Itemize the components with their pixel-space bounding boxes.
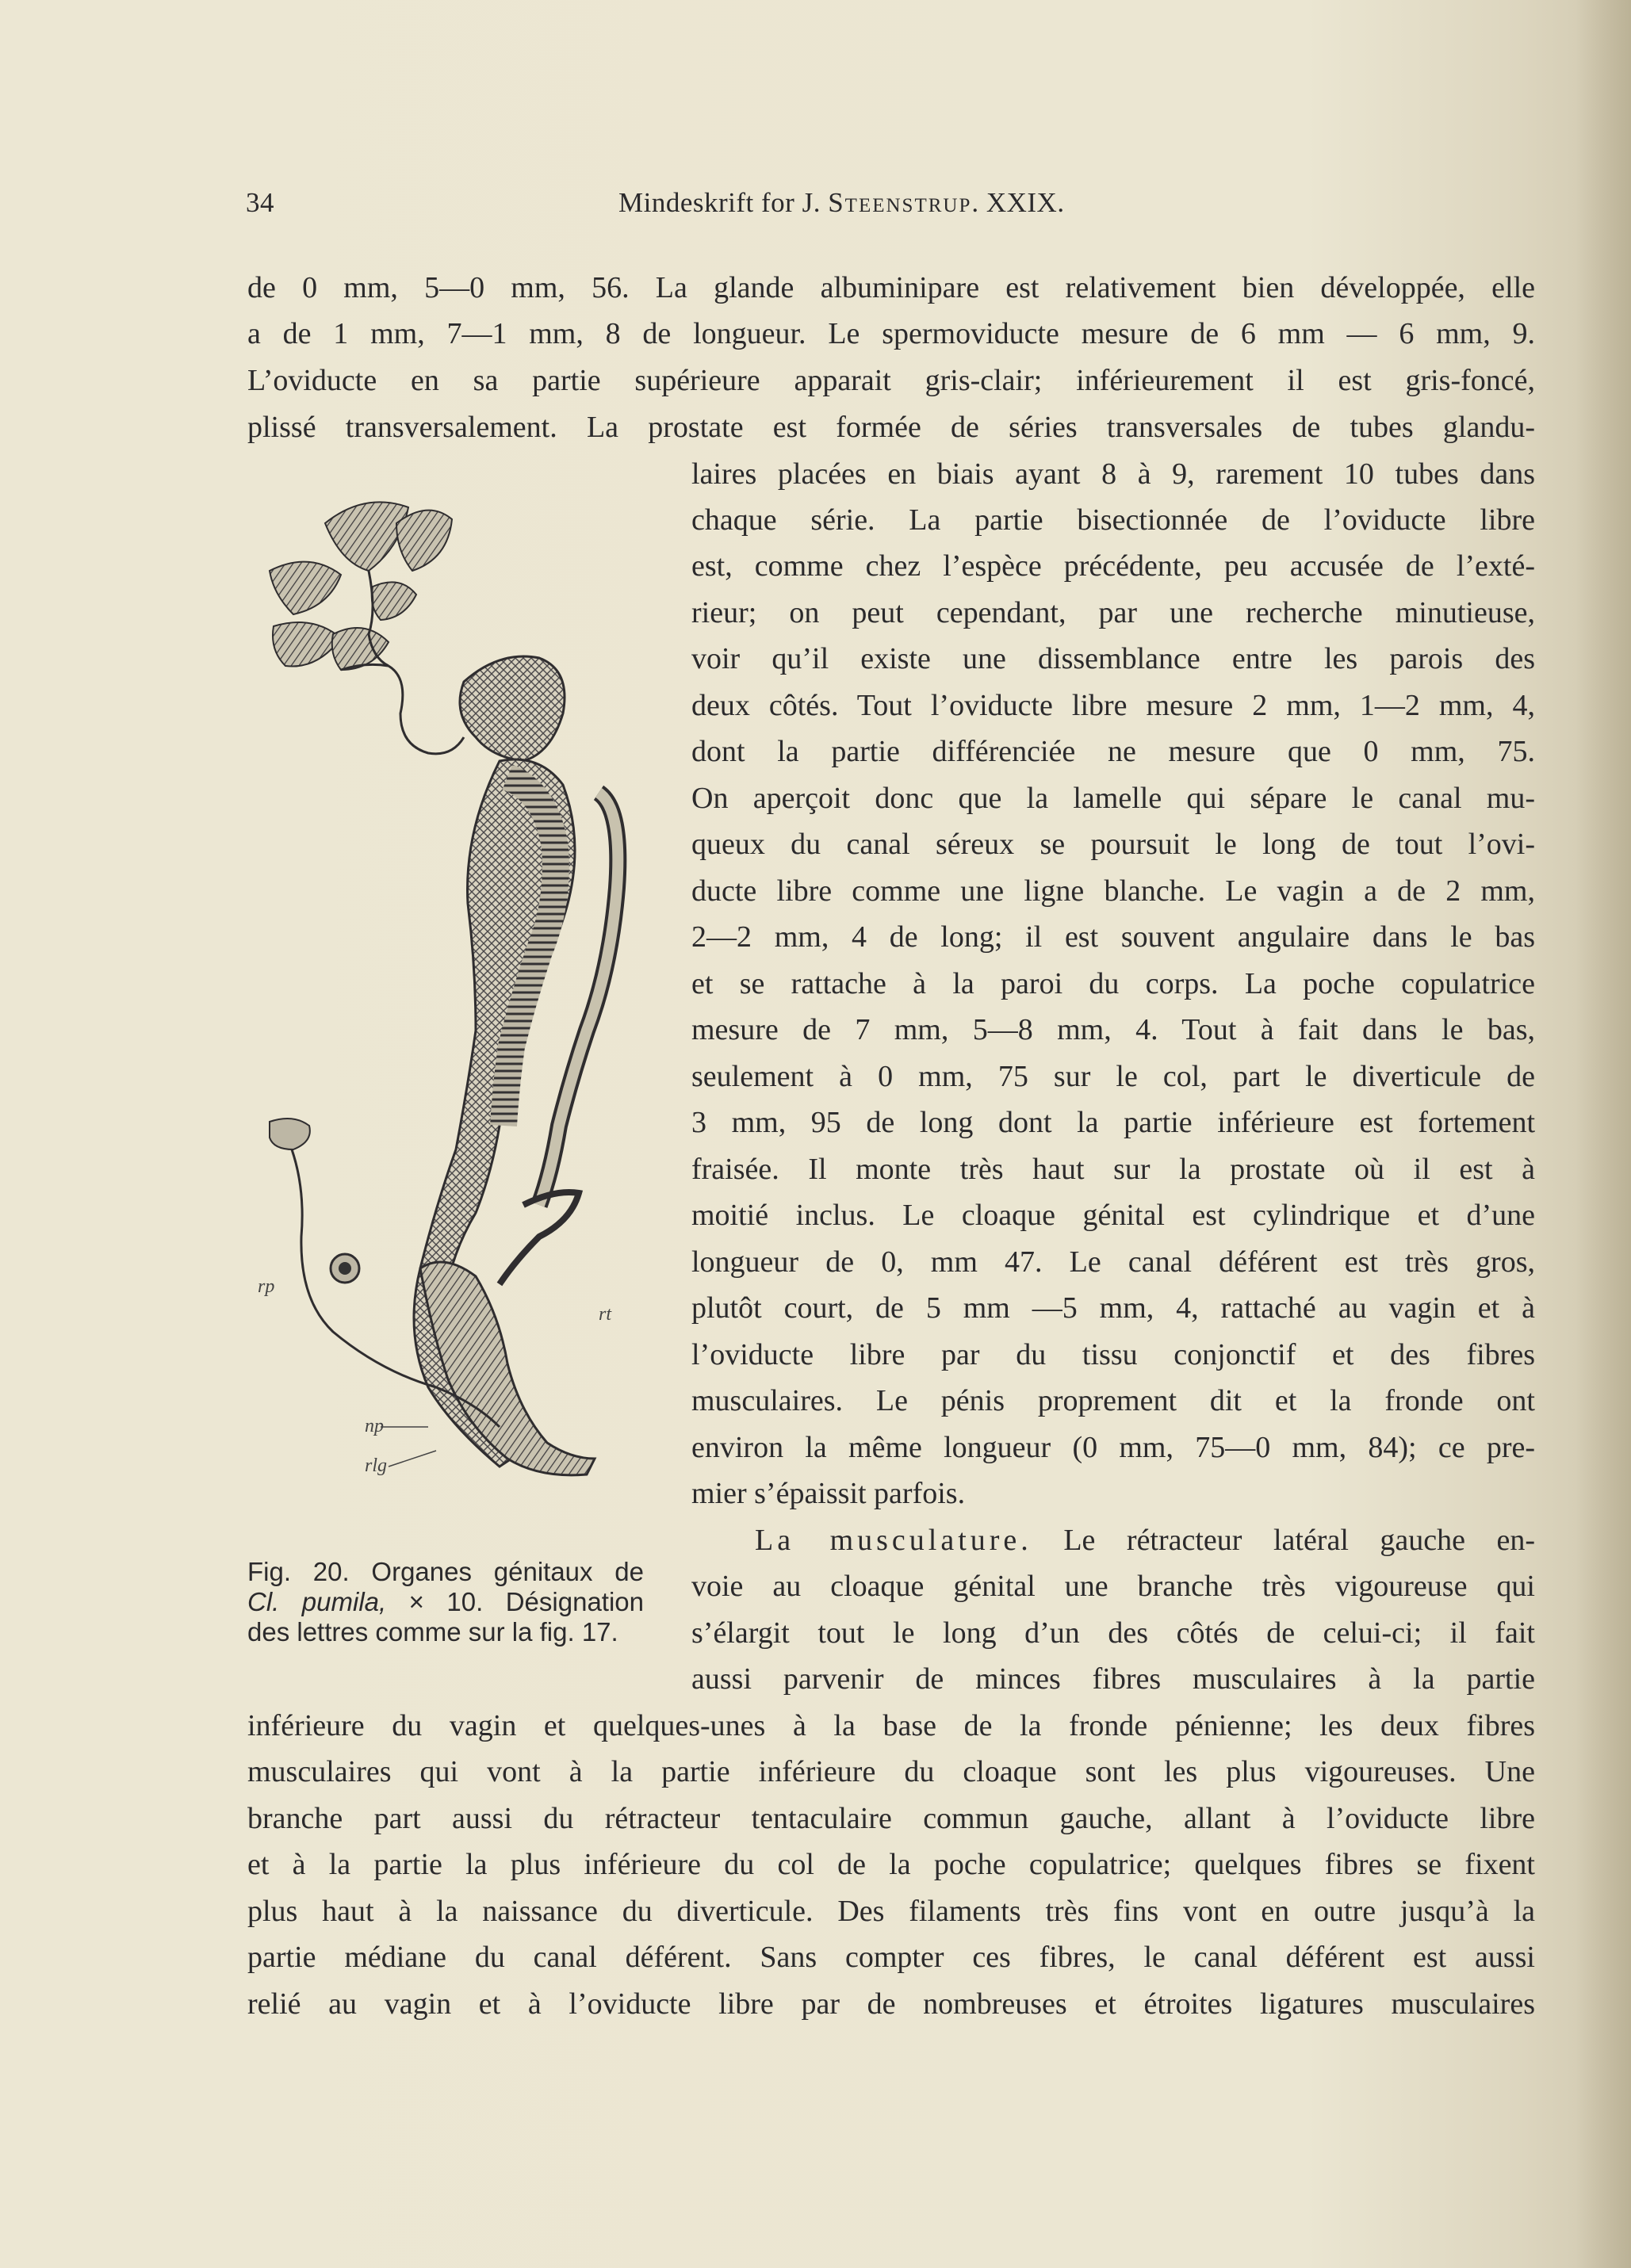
- text-line: est, comme chez l’espèce précédente, peu accusée de l’exté-: [691, 549, 1535, 583]
- label-rt: rt: [599, 1304, 612, 1325]
- vagina: [420, 1262, 595, 1475]
- text-line: seulement à 0 mm, 75 sur le col, part le diverticule de: [691, 1060, 1535, 1093]
- text-line: Le rétracteur latéral gauche en-: [1063, 1524, 1536, 1557]
- text-line: musculaires. Le pénis proprement dit et la fronde ont: [691, 1384, 1535, 1417]
- label-np: np: [365, 1416, 384, 1436]
- figure-caption: [247, 1557, 644, 1647]
- text-line: aussi parvenir de minces fibres musculaires à la partie: [691, 1662, 1535, 1696]
- oviduct-head: [460, 656, 565, 761]
- receptaculum-head: [270, 1119, 310, 1149]
- text-line: deux côtés. Tout l’oviducte libre mesure 2 mm, 1—2 mm, 4,: [691, 689, 1535, 722]
- text-line: rieur; on peut cependant, par une recherche minutieuse,: [691, 596, 1535, 629]
- text-line: longueur de 0, mm 47. Le canal déférent est très gros,: [691, 1245, 1535, 1279]
- text-line: de 0 mm, 5—0 mm, 56. La glande albuminipare est relativement bien développée, elle: [247, 271, 1535, 304]
- text-line: mesure de 7 mm, 5—8 mm, 4. Tout à fait dans le bas,: [691, 1013, 1535, 1046]
- running-title-prefix: Mindeskrift for J.: [618, 187, 821, 218]
- running-title: [618, 187, 1065, 219]
- spine-shadow: [1575, 0, 1631, 2268]
- text-line: et se rattache à la paroi du corps. La poche copulatrice: [691, 967, 1535, 1000]
- text-line: queux du canal séreux se poursuit le long de tout l’ovi-: [691, 828, 1535, 861]
- text-line: mier s’épaissit parfois.: [691, 1477, 966, 1510]
- text-line: L’oviducte en sa partie supérieure apparait gris-clair; inférieurement il est gris-foncé,: [247, 364, 1535, 397]
- anatomical-figure: [238, 476, 650, 1554]
- text-line: 2—2 mm, 4 de long; il est souvent angulaire dans le bas: [691, 920, 1535, 954]
- albumen-gland-lobes: [270, 502, 452, 670]
- text-line: musculaires qui vont à la partie inférieure du cloaque sont les plus vigoureuses. Une: [247, 1755, 1535, 1788]
- running-title-name: Steenstrup: [828, 187, 972, 218]
- text-line: laires placées en biais ayant 8 à 9, rarement 10 tubes dans: [691, 457, 1535, 491]
- caption-species: Cl. pumila,: [247, 1587, 387, 1616]
- text-line: branche part aussi du rétracteur tentaculaire commun gauche, allant à l’oviducte libre: [247, 1802, 1535, 1835]
- text-line: dont la partie différenciée ne mesure que 0 mm, 75.: [691, 735, 1535, 768]
- text-line: partie médiane du canal déférent. Sans compter ces fibres, le canal déférent est aussi: [247, 1941, 1535, 1974]
- text-line: chaque série. La partie bisectionnée de l’oviducte libre: [691, 503, 1535, 537]
- text-line: plutôt court, de 5 mm —5 mm, 4, rattaché au vagin et à: [691, 1291, 1535, 1325]
- text-line: plissé transversalement. La prostate est formée de séries transversales de tubes glandu-: [247, 411, 1535, 444]
- text-line: s’élargit tout le long d’un des côtés de celui-ci; il fait: [691, 1616, 1535, 1650]
- caption-line: des lettres comme sur la fig. 17.: [247, 1617, 618, 1646]
- text-line: a de 1 mm, 7—1 mm, 8 de longueur. Le spermoviducte mesure de 6 mm — 6 mm, 9.: [247, 317, 1535, 350]
- text-line: environ la même longueur (0 mm, 75—0 mm, 84); ce pre-: [691, 1431, 1535, 1464]
- text-line: et à la partie la plus inférieure du col de la poche copulatrice; quelques fibres se fixent: [247, 1848, 1535, 1881]
- text-line: inférieure du vagin et quelques-unes à la base de la fronde pénienne; les deux fibres: [247, 1709, 1535, 1742]
- running-title-suffix: . XXIX.: [971, 187, 1065, 218]
- label-rp: rp: [258, 1276, 275, 1297]
- text-line: moitié inclus. Le cloaque génital est cylindrique et d’une: [691, 1199, 1535, 1232]
- text-line: On aperçoit donc que la lamelle qui sépare le canal mu-: [691, 782, 1535, 815]
- text-line: voie au cloaque génital une branche très vigoureuse qui: [691, 1570, 1535, 1603]
- text-line: l’oviducte libre par du tissu conjonctif et des fibres: [691, 1338, 1535, 1371]
- round-organ-center: [339, 1262, 351, 1275]
- caption-magnification: × 10. Désignation: [386, 1587, 644, 1616]
- text-line: 3 mm, 95 de long dont la partie inférieure est fortement: [691, 1106, 1535, 1139]
- label-rlg: rlg: [365, 1455, 388, 1476]
- text-line: voir qu’il existe une dissemblance entre les parois des: [691, 642, 1535, 675]
- text-line: plus haut à la naissance du diverticule. Des filaments très fins vont en outre jusqu’à la: [247, 1895, 1535, 1928]
- retractor-muscle: [500, 1192, 579, 1284]
- caption-line: [247, 1587, 644, 1617]
- page-number: 34: [246, 187, 274, 218]
- text-line: fraisée. Il monte très haut sur la prostate où il est à: [691, 1153, 1535, 1186]
- section-heading-inline: La musculature.: [755, 1524, 1032, 1557]
- paragraph-start: [691, 1520, 1535, 1560]
- leader-lines: [381, 1427, 436, 1467]
- text-line: relié au vagin et à l’oviducte libre par de nombreuses et étroites ligatures musculaires: [247, 1987, 1535, 2021]
- text-line: ducte libre comme une ligne blanche. Le vagin a de 2 mm,: [691, 874, 1535, 908]
- caption-line: Fig. 20. Organes génitaux de: [247, 1557, 644, 1586]
